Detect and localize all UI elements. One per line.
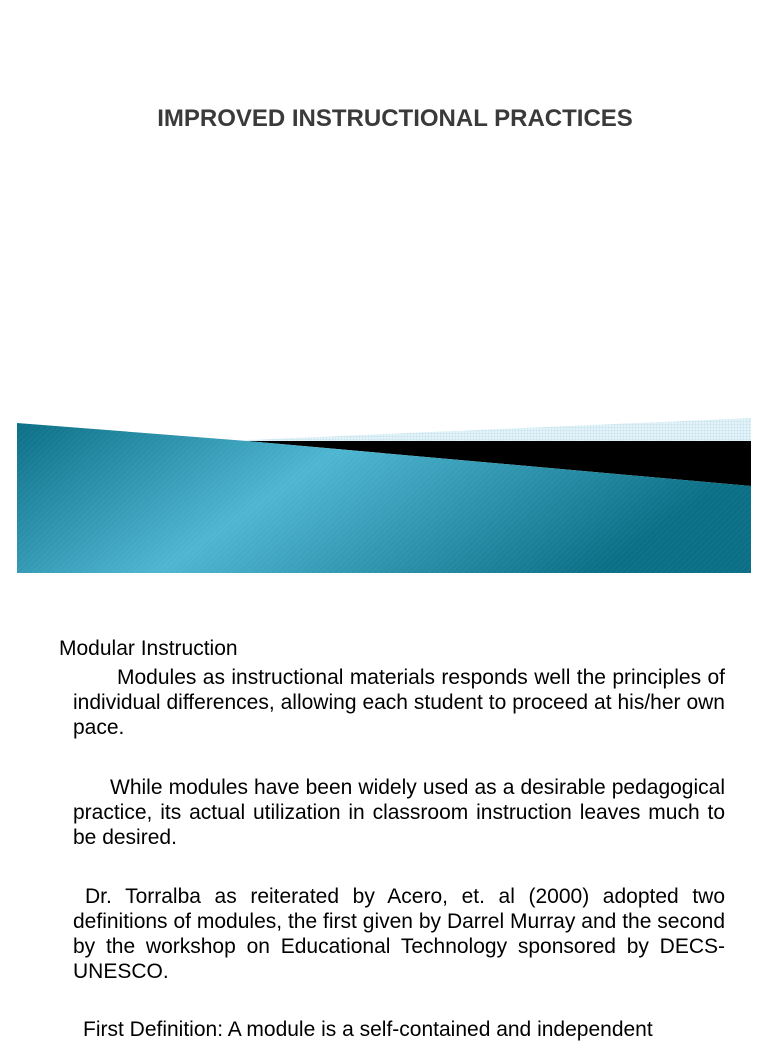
paragraph-3: Dr. Torralba as reiterated by Acero, et. al (2000) adopted two definitions of modules, the first given by Darrel Murray and the second by the workshop on Educational Technology sponsored by DECS-UNESCO. — [73, 885, 725, 983]
slide-title: IMPROVED INSTRUCTIONAL PRACTICES — [157, 105, 633, 132]
paragraph-1: Modules as instructional materials responds well the principles of individual differences, allowing each student to proceed at his/her own pace. — [73, 666, 725, 739]
paragraph-2: While modules have been widely used as a desirable pedagogical practice, its actual utilization in classroom instruction leaves much to be desired. — [73, 776, 725, 849]
decorative-banner — [17, 418, 751, 573]
paragraph-4: First Definition: A module is a self-contained and independent — [83, 1018, 653, 1041]
banner-graphic — [17, 418, 751, 573]
banner-pale-stripe — [247, 418, 751, 442]
section-heading: Modular Instruction — [59, 637, 238, 660]
